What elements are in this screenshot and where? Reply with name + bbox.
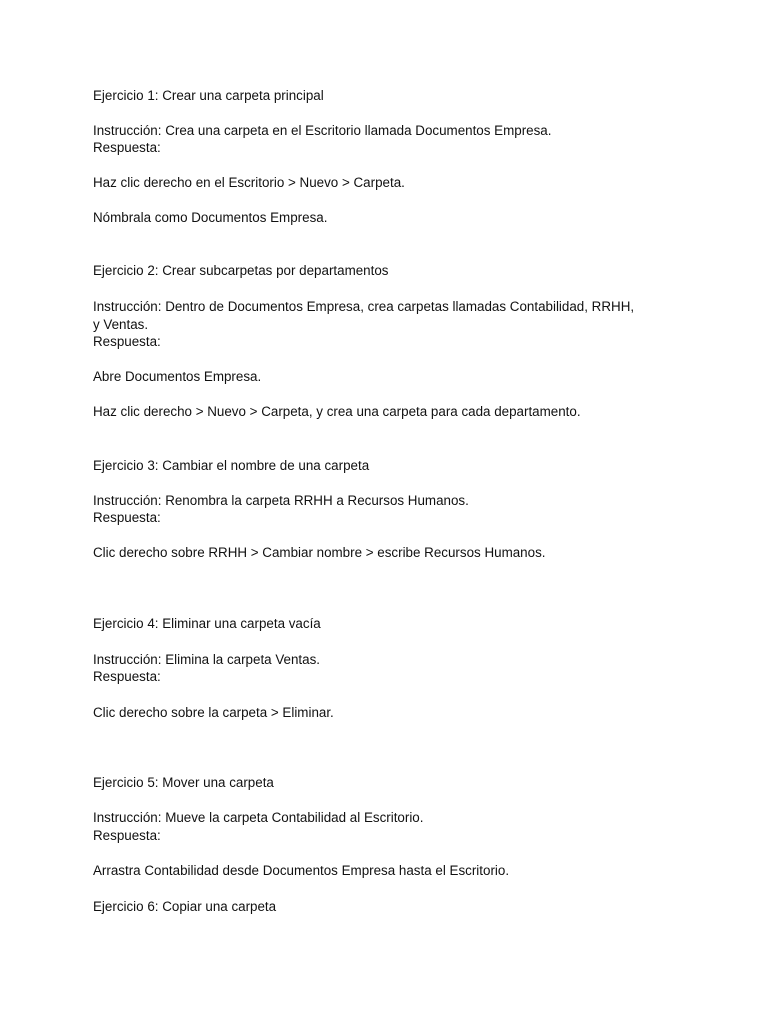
exercise-5-step-1: Arrastra Contabilidad desde Documentos Empresa hasta el Escritorio. [93, 863, 510, 878]
exercise-2-answer-label: Respuesta: [93, 334, 161, 349]
exercise-2-title: Ejercicio 2: Crear subcarpetas por departamentos [93, 263, 389, 278]
exercise-1-instruction: Instrucción: Crea una carpeta en el Escritorio llamada Documentos Empresa. [93, 123, 552, 138]
exercise-5-answer-label: Respuesta: [93, 828, 161, 843]
exercise-1-answer-label: Respuesta: [93, 140, 161, 155]
exercise-1-step-1: Haz clic derecho en el Escritorio > Nuevo > Carpeta. [93, 175, 405, 190]
exercise-2-instruction-cont: y Ventas. [93, 317, 149, 332]
exercise-6-title: Ejercicio 6: Copiar una carpeta [93, 899, 277, 914]
exercise-5-title: Ejercicio 5: Mover una carpeta [93, 775, 274, 790]
exercise-3-answer-label: Respuesta: [93, 510, 161, 525]
exercise-2-step-1: Abre Documentos Empresa. [93, 369, 262, 384]
exercise-3-title: Ejercicio 3: Cambiar el nombre de una carpeta [93, 458, 370, 473]
exercise-4-step-1: Clic derecho sobre la carpeta > Eliminar. [93, 705, 334, 720]
exercise-3-step-1: Clic derecho sobre RRHH > Cambiar nombre > escribe Recursos Humanos. [93, 545, 546, 560]
exercise-4-answer-label: Respuesta: [93, 669, 161, 684]
exercise-1-step-2: Nómbrala como Documentos Empresa. [93, 210, 328, 225]
exercise-2-instruction: Instrucción: Dentro de Documentos Empresa, crea carpetas llamadas Contabilidad, RRHH, [93, 299, 635, 314]
exercise-3-instruction: Instrucción: Renombra la carpeta RRHH a Recursos Humanos. [93, 493, 469, 508]
exercise-4-instruction: Instrucción: Elimina la carpeta Ventas. [93, 652, 321, 667]
exercise-1-title: Ejercicio 1: Crear una carpeta principal [93, 88, 324, 103]
exercise-4-title: Ejercicio 4: Eliminar una carpeta vacía [93, 616, 321, 631]
exercise-5-instruction: Instrucción: Mueve la carpeta Contabilidad al Escritorio. [93, 810, 424, 825]
exercise-2-step-2: Haz clic derecho > Nuevo > Carpeta, y crea una carpeta para cada departamento. [93, 404, 581, 419]
